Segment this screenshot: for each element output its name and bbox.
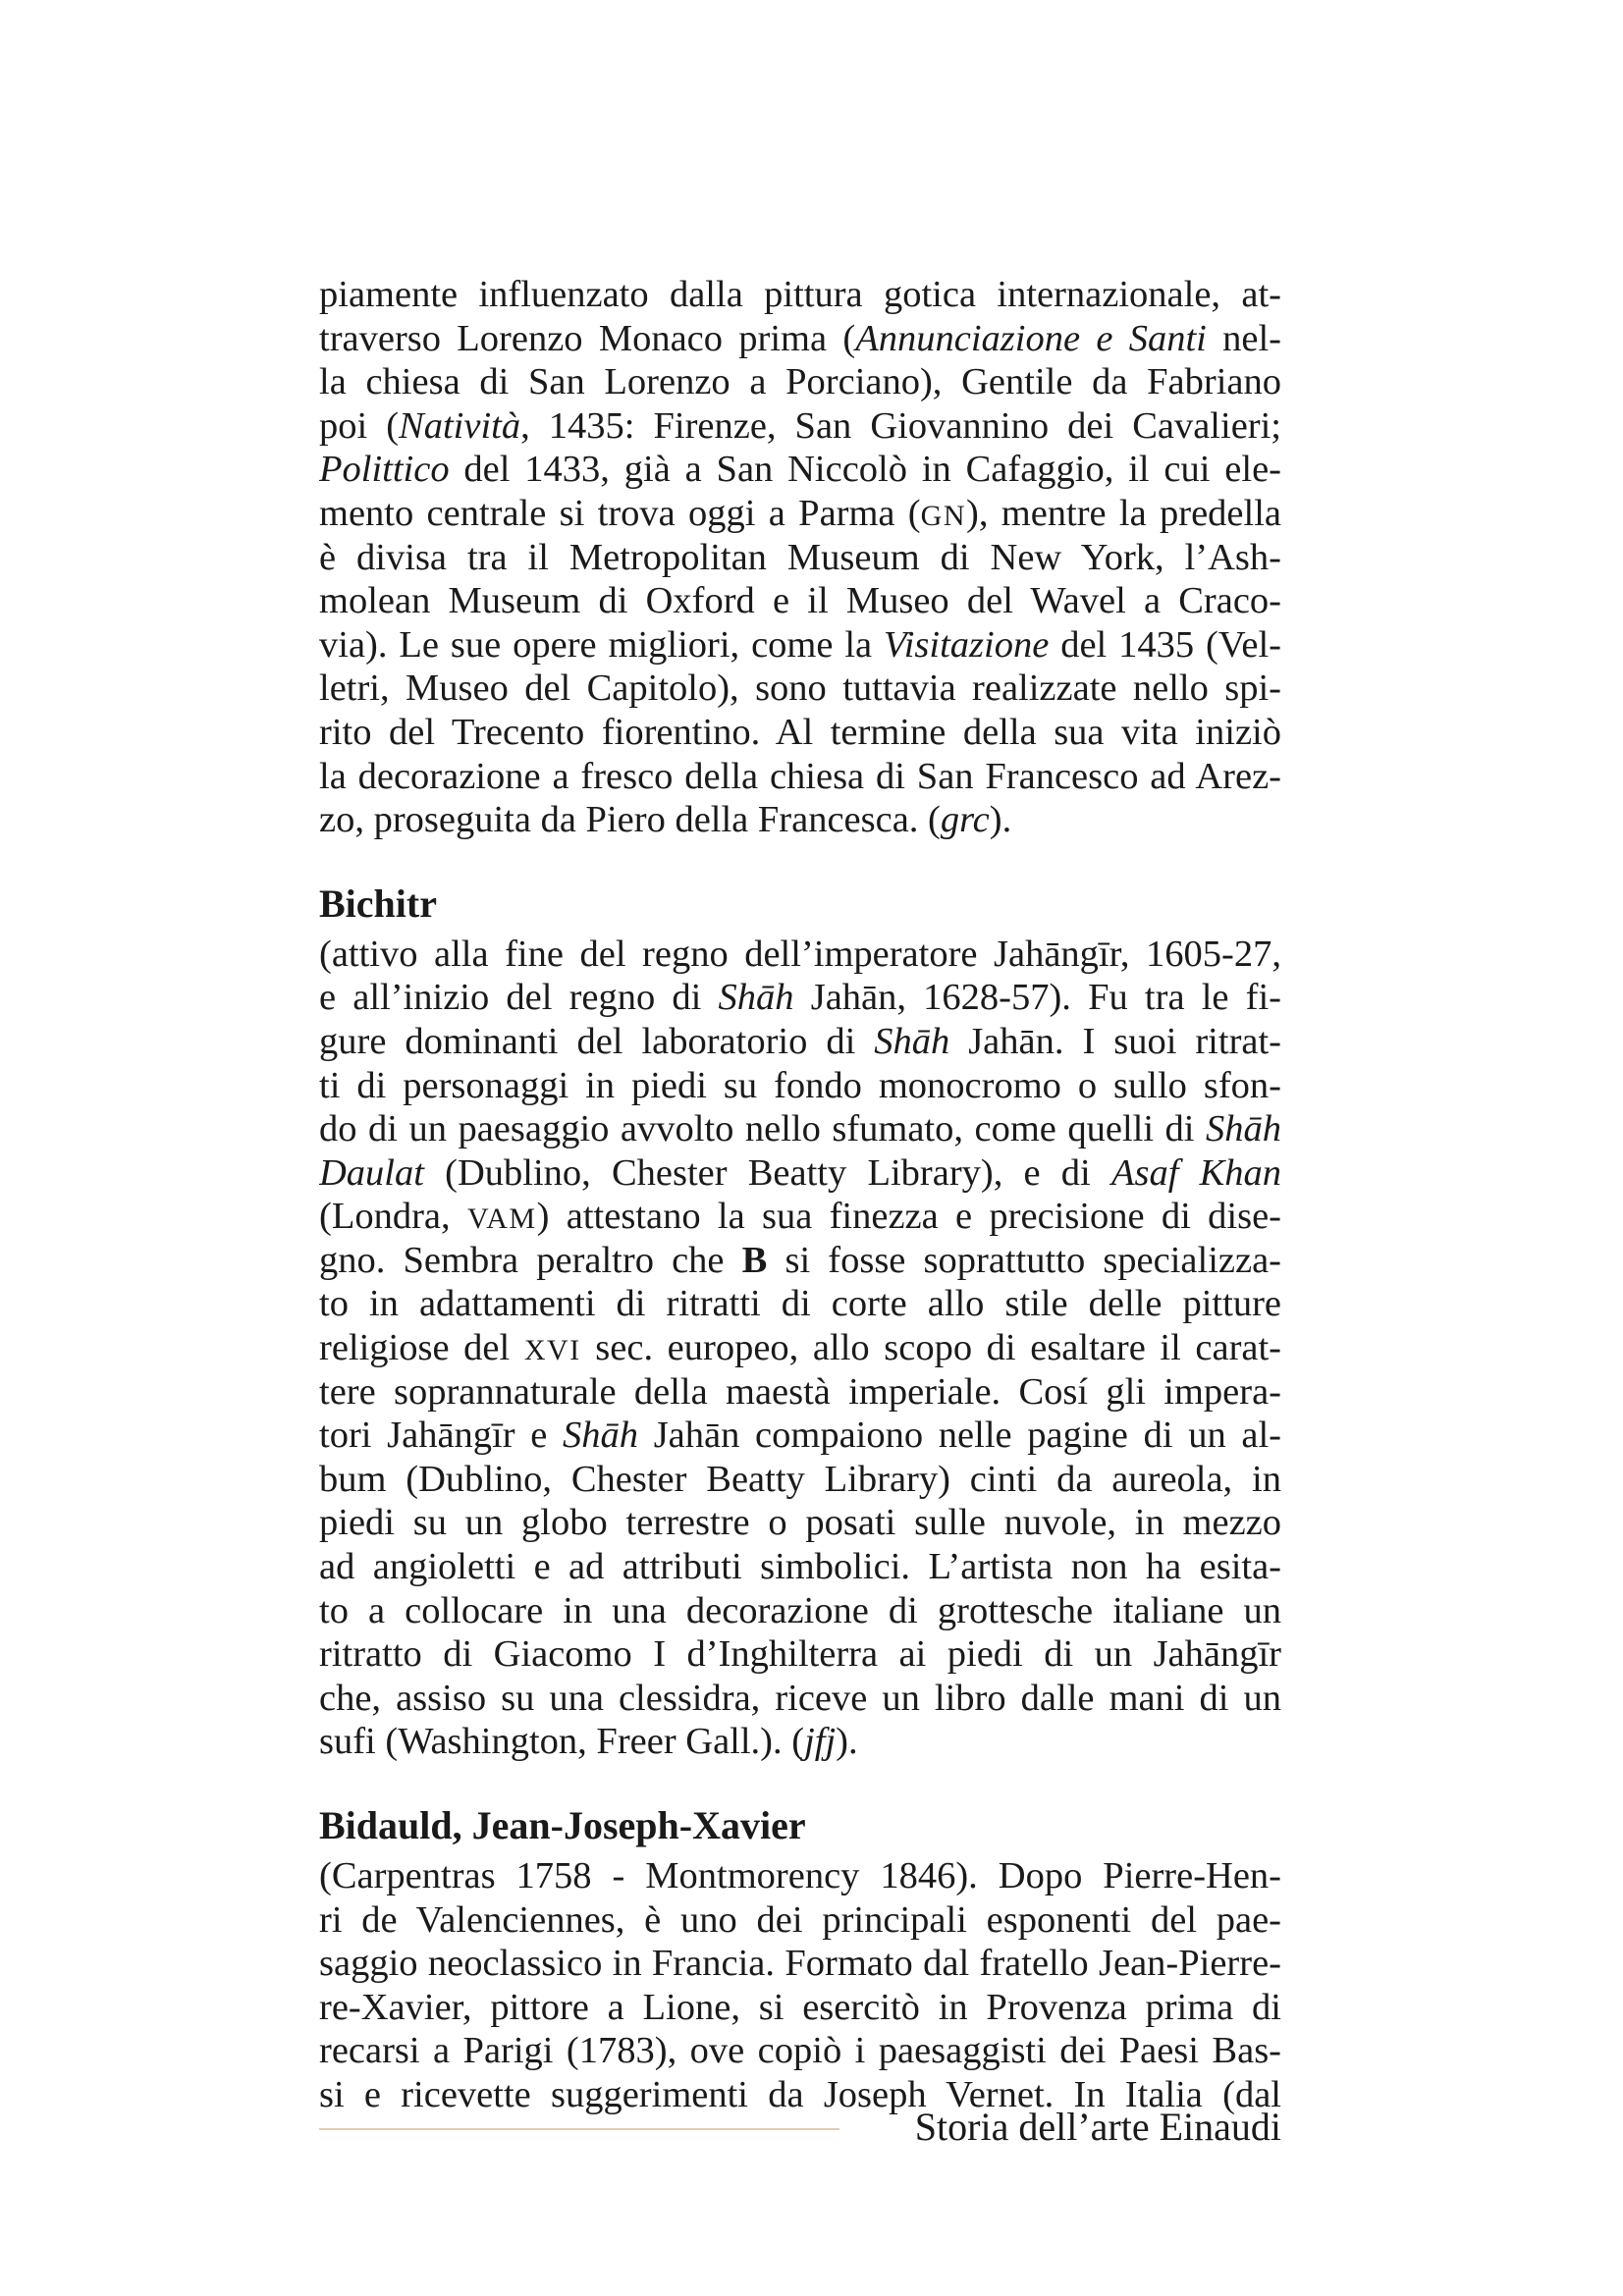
footer-rule xyxy=(319,2128,839,2130)
text-line: zo, proseguita da Piero della Francesca. (grc). xyxy=(319,799,1012,841)
text-line: re-Xavier, pittore a Lione, si esercitò in Provenza prima di xyxy=(319,1986,1281,2028)
text-line: (attivo alla fine del regno dell’imperatore Jahāngīr, 1605-27, xyxy=(319,933,1281,975)
text-line: ri de Valenciennes, è uno dei principali esponenti del pae- xyxy=(319,1898,1281,1941)
text-line: la chiesa di San Lorenzo a Porciano), Gentile da Fabriano xyxy=(319,361,1281,403)
spacer xyxy=(319,1764,1281,1803)
text-line: religiose del XVI sec. europeo, allo scopo di esaltare il carat- xyxy=(319,1327,1281,1369)
text-line: e all’inizio del regno di Shāh Jahān, 1628-57). Fu tra le fi- xyxy=(319,977,1281,1019)
text-line: sufi (Washington, Freer Gall.). (jfj). xyxy=(319,1721,858,1763)
text-line: piedi su un globo terrestre o posati sulle nuvole, in mezzo xyxy=(319,1502,1281,1544)
text-line: tere soprannaturale della maestà imperiale. Cosí gli impera- xyxy=(319,1370,1281,1413)
entry-heading: Bichitr xyxy=(319,881,437,926)
entry-bichitr xyxy=(319,881,1281,1764)
text-line: gure dominanti del laboratorio di Shāh Jahān. I suoi ritrat- xyxy=(319,1020,1281,1062)
spacer xyxy=(319,842,1281,881)
text-line: ad angioletti e ad attributi simbolici. L’artista non ha esita- xyxy=(319,1546,1281,1588)
text-line: la decorazione a fresco della chiesa di San Francesco ad Arez- xyxy=(319,755,1281,797)
text-line: che, assiso su una clessidra, riceve un libro dalle mani di un xyxy=(319,1677,1281,1719)
text-line: piamente influenzato dalla pittura gotica internazionale, at- xyxy=(319,274,1281,315)
text-line: bum (Dublino, Chester Beatty Library) cinti da aureola, in xyxy=(319,1458,1281,1500)
entry-previous-continuation xyxy=(319,273,1281,842)
text-line: letri, Museo del Capitolo), sono tuttavia realizzate nello spi- xyxy=(319,667,1281,710)
text-line: ritratto di Giacomo I d’Inghilterra ai piedi di un Jahāngīr xyxy=(319,1633,1281,1676)
text-line: to a collocare in una decorazione di grottesche italiane un xyxy=(319,1589,1281,1631)
text-line: è divisa tra il Metropolitan Museum di New York, l’Ash- xyxy=(319,536,1281,578)
entry-heading: Bidauld, Jean-Joseph-Xavier xyxy=(319,1803,806,1847)
text-line: traverso Lorenzo Monaco prima (Annunciazione e Santi nel- xyxy=(319,317,1281,359)
text-line: ti di personaggi in piedi su fondo monocromo o sullo sfon- xyxy=(319,1064,1281,1106)
text-line: saggio neoclassico in Francia. Formato dal fratello Jean-Pierre- xyxy=(319,1943,1281,1985)
text-line: gno. Sembra peraltro che B si fosse soprattutto specializza- xyxy=(319,1239,1281,1281)
text-line: Daulat (Dublino, Chester Beatty Library), e di Asaf Khan xyxy=(319,1151,1281,1194)
text-line: (Londra, VAM) attestano la sua finezza e precisione di dise- xyxy=(319,1196,1281,1238)
text-line: tori Jahāngīr e Shāh Jahān compaiono nelle pagine di un al- xyxy=(319,1415,1281,1457)
text-column xyxy=(319,273,1281,2117)
text-line: via). Le sue opere migliori, come la Visitazione del 1435 (Vel- xyxy=(319,623,1281,666)
text-line: mento centrale si trova oggi a Parma (GN), mentre la predella xyxy=(319,492,1281,534)
text-line: do di un paesaggio avvolto nello sfumato, come quelli di Shāh xyxy=(319,1108,1281,1150)
text-line: recarsi a Parigi (1783), ove copiò i paesaggisti dei Paesi Bas- xyxy=(319,2030,1281,2072)
text-line: rito del Trecento fiorentino. Al termine della sua vita iniziò xyxy=(319,711,1281,753)
text-line: to in adattamenti di ritratti di corte allo stile delle pitture xyxy=(319,1283,1281,1325)
text-line: Polittico del 1433, già a San Niccolò in Cafaggio, il cui ele- xyxy=(319,449,1281,491)
text-line: molean Museum di Oxford e il Museo del Wavel a Craco- xyxy=(319,580,1281,622)
footer-title: Storia dell’arte Einaudi xyxy=(914,2105,1281,2149)
text-line: poi (Natività, 1435: Firenze, San Giovannino dei Cavalieri; xyxy=(319,404,1281,447)
text-line: (Carpentras 1758 - Montmorency 1846). Dopo Pierre-Hen- xyxy=(319,1855,1281,1896)
text-line: si e ricevette suggerimenti da Joseph Vernet. In Italia (dal xyxy=(319,2073,1281,2115)
entry-bidauld xyxy=(319,1803,1281,2117)
page-footer xyxy=(319,2103,1281,2154)
